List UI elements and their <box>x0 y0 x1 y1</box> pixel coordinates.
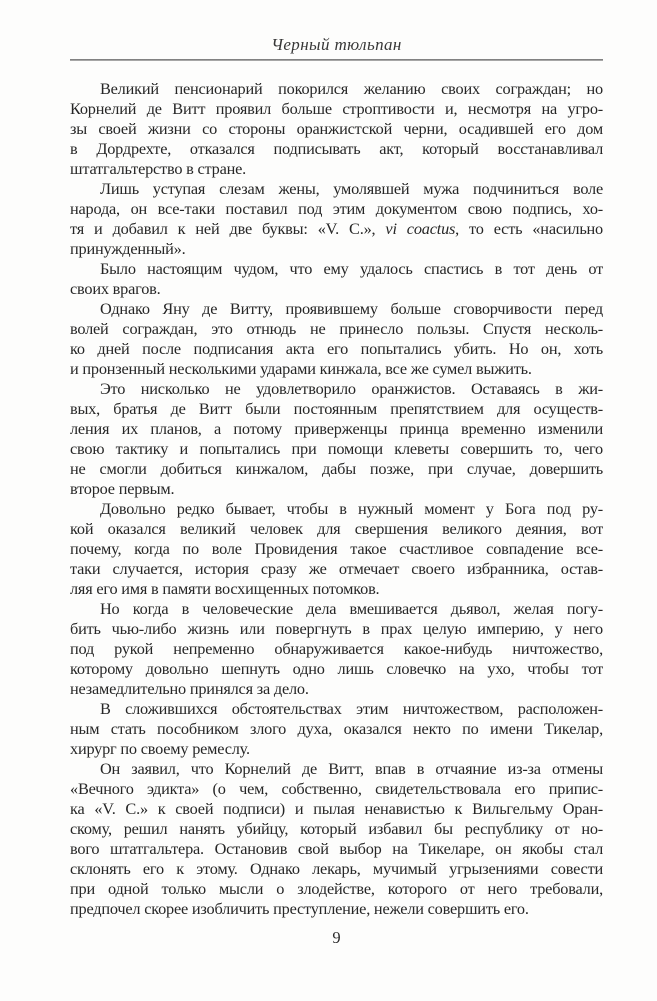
text-line <box>70 759 603 779</box>
text-line <box>70 399 603 419</box>
text-segment: почему, когда по воле Провидения такое счастливое совпадение все- <box>70 539 603 558</box>
paragraph <box>70 699 603 759</box>
text-line <box>70 799 603 819</box>
text-line <box>70 179 603 199</box>
text-segment: ным стать пособником злого духа, оказался некто по имени Тикелар, <box>70 719 603 738</box>
text-line <box>70 599 603 619</box>
text-line <box>70 159 603 179</box>
text-segment: В сложившихся обстоятельствах этим ничтожеством, расположен- <box>100 699 603 718</box>
text-segment: «Вечного эдикта» (о чем, собственно, свидетельствовала его припис- <box>70 779 603 798</box>
text-segment: ления их планов, а потому приверженцы принца временно изменили <box>70 419 603 438</box>
text-line <box>70 639 603 659</box>
text-segment: хирург по своему ремеслу. <box>70 739 250 758</box>
running-head <box>70 34 603 61</box>
text-line <box>70 859 603 879</box>
text-segment: Довольно редко бывает, чтобы в нужный момент у Бога под ру- <box>100 499 603 518</box>
text-line <box>70 299 603 319</box>
text-line <box>70 659 603 679</box>
text-segment: вых, братья де Витт были постоянным препятствием для осуществ- <box>70 399 603 418</box>
text-segment: тя и добавил к ней две буквы: «V. C.», <box>70 219 386 238</box>
text-line <box>70 559 603 579</box>
text-segment: ляя его имя в памяти восхищенных потомков. <box>70 579 380 598</box>
paragraph <box>70 759 603 919</box>
text-segment: склонять его к этому. Однако лекарь, мучимый угрызениями совести <box>70 859 603 878</box>
text-line <box>70 479 603 499</box>
text-segment: ко дней после подписания акта его попытались убить. Но он, хоть <box>70 339 603 358</box>
text-segment: своих врагов. <box>70 279 161 298</box>
text-line <box>70 439 603 459</box>
text-line <box>70 119 603 139</box>
text-segment: которому довольно шепнуть одно лишь словечко на ухо, чтобы тот <box>70 659 603 678</box>
text-segment: при одной только мысли о злодействе, которого от него требовали, <box>70 879 603 898</box>
text-segment: в Дордрехте, отказался подписывать акт, который восстанавливал <box>70 139 603 158</box>
text-line <box>70 459 603 479</box>
text-line <box>70 819 603 839</box>
text-line <box>70 379 603 399</box>
text-line <box>70 79 603 99</box>
text-segment: незамедлительно принялся за дело. <box>70 679 309 698</box>
text-line <box>70 779 603 799</box>
text-segment: таки случается, история сразу же отмечает своего избранника, остав- <box>70 559 603 578</box>
text-line <box>70 319 603 339</box>
text-line <box>70 139 603 159</box>
text-segment: , то есть «насильно <box>455 219 603 238</box>
text-segment: Он заявил, что Корнелий де Витт, впав в отчаяние из-за отмены <box>100 759 603 778</box>
body-text <box>70 79 603 919</box>
text-line <box>70 99 603 119</box>
paragraph <box>70 259 603 299</box>
paragraph <box>70 379 603 499</box>
text-segment: Корнелий де Витт проявил больше строптивости и, несмотря на угро- <box>70 99 603 118</box>
text-segment: предпочел скорее изобличить преступление, нежели совершить его. <box>70 899 529 918</box>
text-segment: свою тактику и попытались при помощи клеветы совершить то, чего <box>70 439 603 458</box>
paragraph <box>70 599 603 699</box>
text-line <box>70 579 603 599</box>
text-line <box>70 219 603 239</box>
latin-phrase-italic: vi coactus <box>385 219 456 238</box>
text-segment: Однако Яну де Витту, проявившему больше сговорчивости перед <box>100 299 603 318</box>
text-segment: ка «V. C.» к своей подписи) и пылая ненавистью к Вильгельму Оран- <box>70 799 603 818</box>
text-line <box>70 519 603 539</box>
text-segment: волей сограждан, это отнюдь не принесло пользы. Спустя несколь- <box>70 319 603 338</box>
text-line <box>70 539 603 559</box>
paragraph <box>70 499 603 599</box>
text-segment: бить чью-либо жизнь или повергнуть в прах целую империю, у него <box>70 619 603 638</box>
text-line <box>70 239 603 259</box>
text-line <box>70 839 603 859</box>
paragraph <box>70 79 603 179</box>
text-line <box>70 699 603 719</box>
text-segment: кой оказался великий человек для свершения великого деяния, вот <box>70 519 603 538</box>
text-line <box>70 259 603 279</box>
text-segment: Но когда в человеческие дела вмешивается дьявол, желая погу- <box>100 599 603 618</box>
text-line <box>70 619 603 639</box>
text-line <box>70 339 603 359</box>
text-segment: народа, он все-таки поставил под этим документом свою подпись, хо- <box>70 199 603 218</box>
text-segment: под рукой непременно обнаруживается какое-нибудь ничтожество, <box>70 639 603 658</box>
text-segment: Великий пенсионарий покорился желанию своих сограждан; но <box>100 79 603 98</box>
text-line <box>70 739 603 759</box>
text-segment: Было настоящим чудом, что ему удалось спастись в тот день от <box>100 259 603 278</box>
text-segment: штатгальтерство в стране. <box>70 159 247 178</box>
text-line <box>70 499 603 519</box>
text-segment: Это нисколько не удовлетворило оранжистов. Оставаясь в жи- <box>100 379 603 398</box>
text-segment: принужденный». <box>70 239 186 258</box>
text-segment: не смогли добиться кинжалом, дабы позже, при случае, довершить <box>70 459 603 478</box>
header-rule <box>70 59 603 61</box>
text-line <box>70 279 603 299</box>
text-segment: Лишь уступая слезам жены, умолявшей мужа подчиниться воле <box>100 179 603 198</box>
text-line <box>70 899 603 919</box>
text-segment: и пронзенный несколькими ударами кинжала, все же сумел выжить. <box>70 359 532 378</box>
page-number: 9 <box>332 928 341 947</box>
text-line <box>70 879 603 899</box>
paragraph <box>70 179 603 259</box>
text-line <box>70 679 603 699</box>
text-segment: скому, решил нанять убийцу, который избавил бы республику от но- <box>70 819 603 838</box>
paragraph <box>70 299 603 379</box>
text-segment: зы своей жизни со стороны оранжистской черни, осадившей его дом <box>70 119 603 138</box>
running-head-title: Черный тюльпан <box>271 35 402 54</box>
text-segment: вого штатгальтера. Остановив свой выбор на Тикеларе, он якобы стал <box>70 839 603 858</box>
text-line <box>70 419 603 439</box>
text-line <box>70 199 603 219</box>
text-line <box>70 359 603 379</box>
text-segment: второе первым. <box>70 479 175 498</box>
text-line <box>70 719 603 739</box>
